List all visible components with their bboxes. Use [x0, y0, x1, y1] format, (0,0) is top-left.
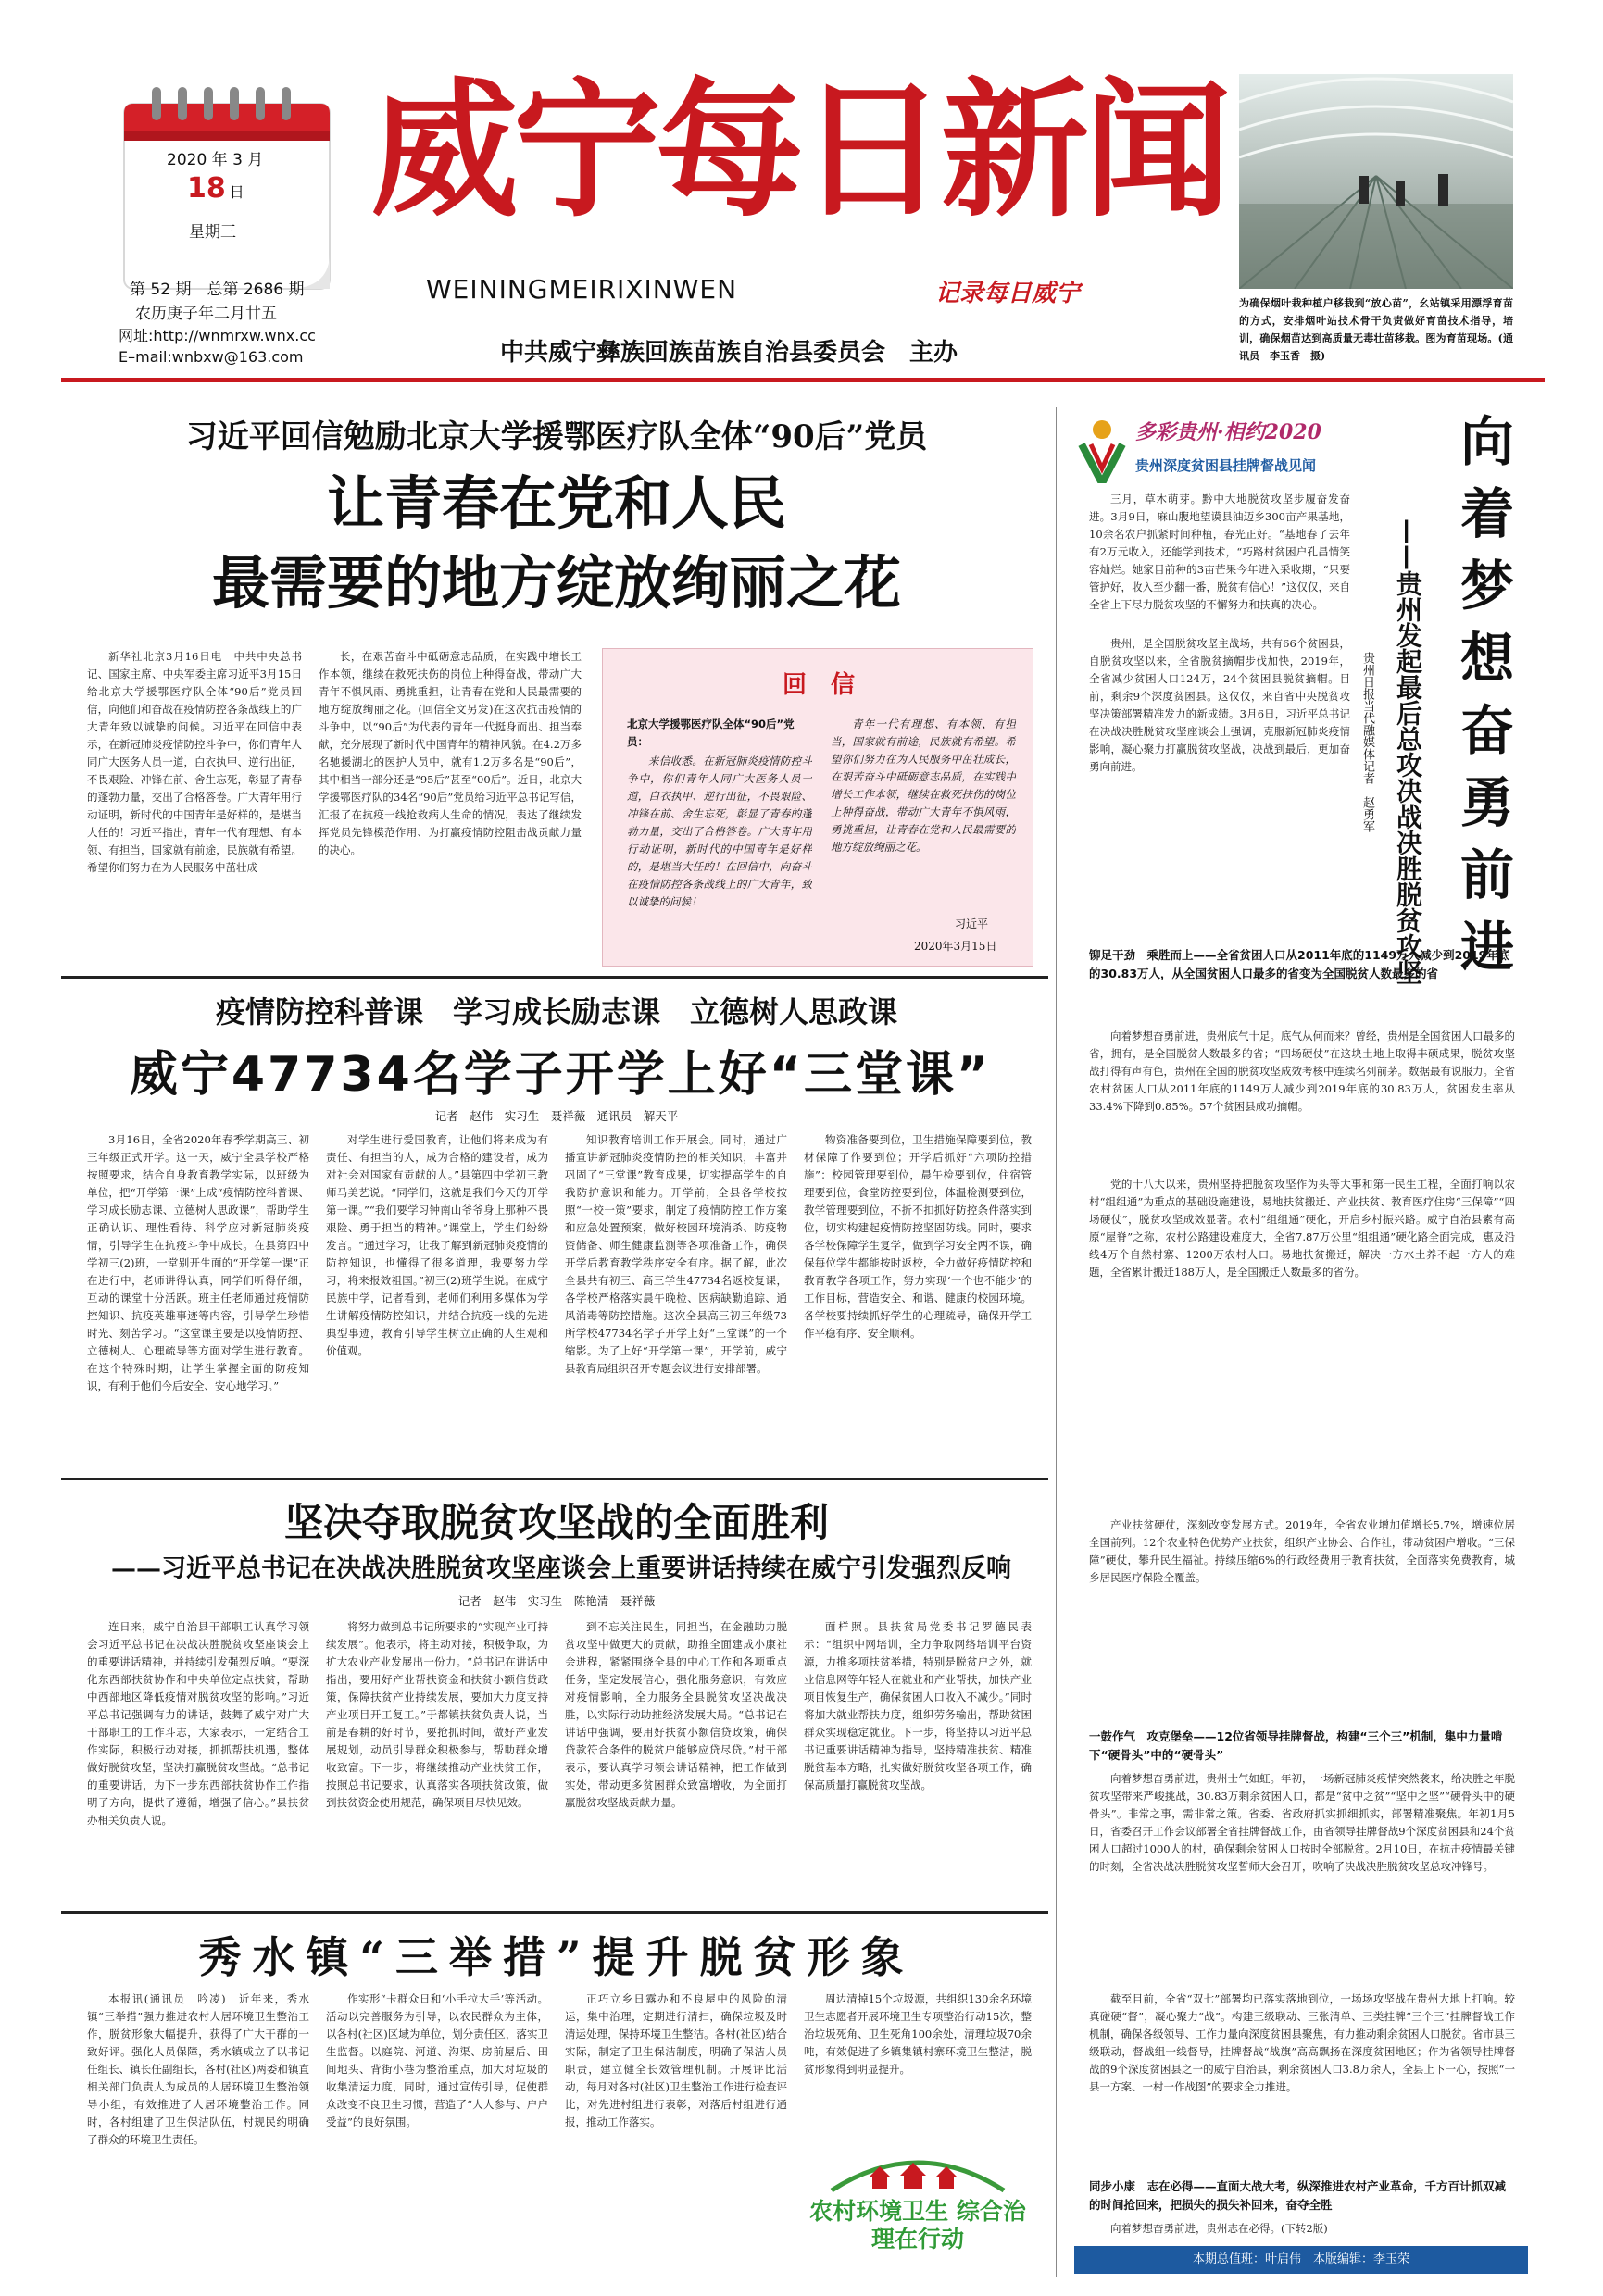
sponsor: 中共威宁彝族回族苗族自治县委员会 主办 — [500, 339, 958, 367]
right-para-7-text: 截至目前，全省“双七”部署均已落实落地到位，一场场攻坚战在贵州大地上打响。较真碰硬“督”，凝心聚力“战”。构建三级联动、三张清单、三类挂牌“三个三”挂牌督战工作机制，确保各级领导、工作力量向深度贫困县聚焦，有力推动剩余贫困人口脱贫。省市县三级联动，督战组一线督导，挂牌督战“战旗”高高飘扬在深度贫困地区；作为省领导挂牌督战的9个深度贫困县之一的威宁自治县，剩余贫困人口3.8万余人，全县上下一心，按照“一县一方案、一村一作战图”的要求全力推进。 — [1089, 1992, 1515, 2093]
story3-column-3 — [565, 1618, 787, 1903]
date-year-month: 2020 年 3 月 — [167, 151, 264, 169]
right-para-3 — [1089, 1028, 1515, 1172]
right-para-8 — [1089, 2220, 1515, 2240]
village-logo-icon — [804, 2144, 1032, 2196]
letter-salutation: 北京大学援鄂医疗队全体“90后”党员： — [627, 718, 795, 748]
right-para-7 — [1089, 1990, 1515, 2172]
newspaper-pinyin: WEININGMEIRIXINWEN — [426, 274, 738, 305]
story3-subhead: ——习近平总书记在决战决胜脱贫攻坚座谈会上重要讲话持续在威宁引发强烈反响 — [111, 1554, 1011, 1583]
story1-headline-line2: 最需要的地方绽放绚丽之花 — [211, 549, 901, 617]
letter-column-1: 来信收悉。在新冠肺炎疫情防控斗争中，你们青年人同广大医务人员一道，白衣执甲、逆行出征，不畏艰险、冲锋在前、舍生忘死，彰显了青春的蓬勃力量，交出了合格答卷。广大青年用行动证明，新时代的中国青年是好样的，是堪当大任的！在回信中，向奋斗在疫情防控各条战线上的广大青年，致以诚挚的问候！ — [627, 755, 812, 908]
big-headline — [1441, 413, 1524, 991]
story2-kicker: 疫情防控科普课 学习成长励志课 立德树人思政课 — [215, 994, 897, 1029]
series-logo — [1074, 415, 1352, 487]
story1-column-1-text: 新华社北京3月16日电 中共中央总书记、国家主席、中央军委主席习近平3月15日给北京大学援鄂医疗队全体“90后”党员回信，向他们和奋战在疫情防控各条战线上的广大青年致以诚挚的问候。习近平在回信中表示，在新冠肺炎疫情防控斗争中，你们青年人同广大医务人员一道，白衣执甲、逆行出征，不畏艰险、冲锋在前、舍生忘死，彰显了青春的蓬勃力量，交出了合格答卷。广大青年用行动证明，新时代的中国青年是好样的，是堪当大任的！习近平指出，青年一代有理想、有本领、有担当，国家就有前途，民族就有希望。希望你们努力在为人民服务中茁壮成 — [87, 650, 302, 874]
guizhou-logo-icon — [1074, 417, 1130, 483]
section-lead-3: 同步小康 志在必得——直面大战大考，纵深推进农村产业革命，千方百计抓双减的时间抢回来，把损失的损失补回来，奋夺全胜 — [1089, 2179, 1507, 2212]
story4-headline: 秀水镇“三举措”提升脱贫形象 — [198, 1932, 915, 1982]
slogan: 记录每日威宁 — [935, 280, 1081, 307]
right-para-4-text: 党的十八大以来，贵州坚持把脱贫攻坚作为头等大事和第一民生工程，全面打响以农村“组组通”为重点的基础设施建设，易地扶贫搬迁、产业扶贫、教育医疗住房“三保障”“四场硬仗”，脱贫攻坚成效显著。农村“组组通”硬化，开启乡村振兴路。威宁自治县素有高原“屋脊”之称，农村公路建设难度大，全省7.87万公里“组组通”硬化路全面完成，惠及沿线4万个自然村寨、1200万农村人口。易地扶贫搬迁，解决一方水土养不起一方人的难题，全省累计搬迁188万人，是全国搬迁人数最多的省份。 — [1089, 1178, 1515, 1279]
story3-byline: 记者 赵伟 实习生 陈艳清 聂祥薇 — [457, 1594, 656, 1608]
newspaper-title: 威宁每日新闻 — [370, 63, 1227, 237]
right-para-1-text: 三月，草木萌芽。黔中大地脱贫攻坚步履奋发奋进。3月9日，麻山腹地望谟县油迈乡300亩产果基地，10余名农户抓紧时间种植，春光正好。“基地春了去年有2万元收入，还能学到技术，“巧路村贫困户孔昌情笑容灿烂。她家目前种的3亩芒果今年进入采收期，“只要管护好，收入至少翻一番，脱贫有信心！”这仅仅，来自全省上下尽力脱贫攻坚的不懈努力和扶真的决心。 — [1089, 493, 1350, 611]
story2-rule — [61, 1478, 1048, 1480]
right-para-1 — [1089, 491, 1350, 631]
right-para-4 — [1089, 1176, 1515, 1513]
story2-headline: 威宁47734名学子开学上好“三堂课” — [129, 1047, 992, 1103]
right-para-5-text: 产业扶贫硬仗，深刻改变发展方式。2019年，全省农业增加值增长5.7%，增速位居全国前列。12个农业特色优势产业扶贫，组织产业协会、合作社，带动贫困户增收。“三保障”硬仗，攀升民生福祉。持续压缩6%的行政经费用于教育扶贫，全面落实免费教育，城乡居民医疗保险全覆盖。 — [1089, 1518, 1515, 1584]
right-byline-text: 贵州日报当代融媒体记者 赵勇军 — [1360, 652, 1374, 832]
story4-column-3 — [565, 1990, 787, 2255]
big-headline-text: 向着梦想奋勇前进 — [1451, 413, 1514, 991]
email: E–mail:wnbxw@163.com — [119, 348, 304, 366]
story2-column-2-text: 对学生进行爱国教育，让他们将来成为有责任、有担当的人，成为合格的建设者，成为对社会对国家有贡献的人。”县第四中学初三教师马美艺说。“同学们，这就是我们今天的开学第一课。”“我们要学习钟南山爷爷身上那种不畏艰险、勇于担当的精神。”课堂上，学生们纷纷发言。“通过学习，让我了解到新冠肺炎疫情的防控知识，也懂得了很多道理，我要努力学习，将来报效祖国。”初三(2)班学生说。在威宁民族中学，记者看到，老师们利用多媒体为学生讲解疫情防控知识，并结合抗疫一线的先进典型事迹，教育引导学生树立正确的人生观和价值观。 — [326, 1133, 548, 1357]
banner-text: 农村环境卫生 综合治理在行动 — [809, 2198, 1026, 2252]
story1-rule — [61, 976, 1048, 979]
story2-column-1-text: 3月16日，全省2020年春季学期高三、初三年级正式开学。这一天，威宁全县学校严格按照要求，结合自身教育教学实际，以班级为单位，把“开学第一课”上成“疫情防控科普课、学习成长励志课、立德树人思政课”，帮助学生正确认识、理性看待、科学应对新冠肺炎疫情，引导学生在抗疫斗争中成长。在县第四中学初三(2)班，一堂别开生面的“开学第一课”正在进行中，老师讲得认真，同学们听得仔细，互动的课堂十分活跃。班主任老师通过疫情防控知识、抗疫英雄事迹等内容，引导学生珍惜时光、刻苦学习。“这堂课主要是以疫情防控、立德树人、心理疏导等方面对学生进行教育。在这个特殊时期，让学生掌握全面的防疫知识，有利于他们今后安全、安心地学习。” — [87, 1133, 309, 1392]
footer-editor-bar — [1074, 2246, 1528, 2274]
date-weekday: 星期三 — [189, 223, 236, 242]
right-para-6 — [1089, 1770, 1515, 1987]
section-lead-2: 一鼓作气 攻克堡垒——12位省领导挂牌督战，构建“三个三”机制，集中力量啃下“硬骨头”中的“硬骨头” — [1089, 1729, 1503, 1762]
story1-column-2 — [319, 648, 582, 959]
story3-column-4-text: 面样照。县扶贫局党委书记罗德民表示：“组织中网培训，全力争取网络培训平台资源，力推多项扶贫举措，特别是脱贫户之外，就业信息网等年轻人在就业和产业帮扶，加快产业项目恢复生产，确保贫困人口收入不减少。”同时将加大就业帮扶力度，组织劳务输出，帮助贫困群众实现稳定就业。下一步，将坚持以习近平总书记重要讲话精神为指导，坚持精准扶贫、精准脱贫基本方略，扎实做好脱贫攻坚各项工作，确保高质量打赢脱贫攻坚战。 — [804, 1620, 1032, 1791]
right-para-8-text: 向着梦想奋勇前进，贵州志在必得。(下转2版) — [1110, 2222, 1328, 2235]
story1-headline-line1: 让青春在党和人民 — [326, 469, 786, 537]
story4-column-3-text: 正巧立乡日露办和不良屋中的风险的清运，集中治理，定期进行清扫，确保垃圾及时清运处理，保持环境卫生整洁。各村(社区)结合实际，制定了卫生保洁制度，明确了保洁人员职责，建立健全长效管理机制。开展评比活动，每月对各村(社区)卫生整治工作进行检查评比，对先进村组进行表彰，对落后村组进行通报，推动工作落实。 — [565, 1992, 787, 2128]
story4-column-2 — [326, 1990, 548, 2255]
issue-number: 第 52 期 总第 2686 期 — [130, 281, 305, 299]
story2-column-4-text: 物资准备要到位，卫生措施保障要到位，教材保障了作要到位；开学后抓好“六项防控措施”：校园管理要到位，晨午检要到位，住宿管理要到位，食堂防控要到位，体温检测要到位，教学管理要到位，不折不扣抓好防控条件落实到位，切实构建起疫情防控坚固防线。同时，要求各学校保障学生复学，做到学习安全两不误，确保每位学生都能按时返校，全力做好疫情防控和教育教学各项工作，努力实现‘一个也不能少’的工作目标，营造安全、和谐、健康的校园环境。各学校要持续抓好学生的心理疏导，确保开学工作平稳有序、安全顺利。 — [804, 1133, 1032, 1340]
right-byline — [1356, 652, 1384, 832]
right-para-5 — [1089, 1516, 1515, 1722]
story3-rule — [61, 1911, 1048, 1914]
footer-editor: 本期总值班：叶启伟 本版编辑：李玉荣 — [1192, 2252, 1409, 2266]
right-subhead-text: ——贵州发起最后总攻决战决胜脱贫攻坚 — [1393, 518, 1423, 985]
lunar-date: 农历庚子年二月廿五 — [135, 305, 277, 323]
story3-column-4 — [804, 1618, 1032, 1903]
right-para-2 — [1089, 635, 1350, 944]
series-subtitle: 贵州深度贫困县挂牌督战见闻 — [1135, 457, 1317, 474]
story4-column-1 — [87, 1990, 309, 2255]
story4-column-4-text: 周边清掉15个垃圾源，共组织130余名环境卫生志愿者开展环境卫生专项整治行动15次，整治垃圾死角、卫生死角100余处，清理垃圾70余吨，有效促进了乡镇集镇村寨环境卫生整洁，脱贫形象得到明显提升。 — [804, 1992, 1032, 2076]
story4-column-4 — [804, 1990, 1032, 2135]
story3-column-2 — [326, 1618, 548, 1903]
letter-signature: 习近平 — [955, 917, 989, 930]
story4-column-1-text: 本报讯(通讯员 吟凌) 近年来，秀水镇“三举措”强力推进农村人居环境卫生整治工作，脱贫形象大幅提升，获得了广大干群的一致好评。强化人员保障，秀水镇成立了以书记任组长、镇长任副组长，各村(社区)两委和镇直相关部门负责人为成员的人居环境卫生整治领导小组，有效推进了人居环境整治工作。同时，各村组建了卫生保洁队伍，村规民约明确了群众的环境卫生责任。 — [87, 1992, 309, 2146]
story2-column-1 — [87, 1131, 309, 1468]
right-para-6-text: 向着梦想奋勇前进，贵州士气如虹。年初，一场新冠肺炎疫情突然袭来，给决胜之年脱贫攻坚带来严峻挑战，30.83万剩余贫困人口，都是“贫中之贫”“坚中之坚”“硬骨头中的硬骨头”。非常之事，需非常之策。省委、省政府抓实抓细抓实，部署精准聚焦。年初1月5日，省委召开工作会议部署全省挂牌督战工作，由省领导挂牌督战9个深度贫困县和24个贫困人口超过1000人的村，确保剩余贫困人口按时全部脱贫。2月10日，在抗击疫情最关键的时刻，全省决战决胜脱贫攻坚誓师大会召开，吹响了决战决胜脱贫攻坚总攻冲锋号。 — [1089, 1772, 1515, 1873]
story1-column-1 — [87, 648, 302, 959]
letter-date: 2020年3月15日 — [914, 940, 997, 953]
right-column-divider — [1056, 407, 1057, 2277]
website: 网址:http://wnmrxw.wnx.cc — [119, 327, 316, 344]
date-day — [187, 172, 244, 205]
masthead-rule — [61, 378, 1545, 382]
story2-column-4 — [804, 1131, 1032, 1468]
story1-kicker: 习近平回信勉励北京大学援鄂医疗队全体“90后”党员 — [185, 418, 928, 455]
letter-column-2: 青年一代有理想、有本领、有担当，国家就有前途，民族就有希望。希望你们努力在为人民服务中茁壮成长，在艰苦奋斗中砥砺意志品质，在实践中增长工作本领，继续在救死扶伤的岗位上种得奋战，带动广大青年不惧风雨，勇挑重担，让青春在党和人民最需要的地方绽放绚丽之花。 — [831, 718, 1016, 854]
story3-headline: 坚决夺取脱贫攻坚战的全面胜利 — [283, 1500, 829, 1545]
story3-column-1 — [87, 1618, 309, 1903]
photo-caption: 为确保烟叶栽种植户移栽到“放心苗”，幺站镇采用漂浮育苗的方式，安排烟叶站技术骨干负责做好育苗技术指导，培训，确保烟苗达到高质量无毒壮苗移栽。图为育苗现场。(通讯员 李玉香 摄) — [1239, 297, 1513, 362]
story3-column-3-text: 到不忘关注民生，同担当，在金融助力脱贫攻坚中做更大的贡献，助推全面建成小康社会进程，紧紧围绕全县的中心工作和各项重点任务，坚定发展信心，强化服务意识，有效应对疫情影响，全力服务全县脱贫攻坚决战决胜，以实际行动助推经济发展大局。“总书记在讲话中强调，要用好扶贫小额信贷政策，确保贷款符合条件的脱贫户能够应贷尽贷。”村干部表示，要认真学习领会讲话精神，把工作做到实处，带动更多贫困群众致富增收，为全面打赢脱贫攻坚战贡献力量。 — [565, 1620, 787, 1809]
section-lead-1: 铆足干劲 乘胜而上——全省贫困人口从2011年底的1149万人减少到2019年底的30.83万人，从全国贫困人口最多的省变为全国脱贫人数最多的省 — [1089, 948, 1510, 980]
letter-box — [602, 648, 1033, 967]
story3-column-1-text: 连日来，威宁自治县干部职工认真学习领会习近平总书记在决战决胜脱贫攻坚座谈会上的重要讲话精神，并持续引发强烈反响。“要深化东西部扶贫协作和中央单位定点扶贫，帮助中西部地区降低疫情对脱贫攻坚的影响。”习近平总书记强调有力的讲话，鼓舞了威宁对广大干部职工的工作斗志，大家表示，一定结合工作实际，积极行动对接，抓抓帮扶机遇，整体做好脱贫攻坚，坚决打赢脱贫攻坚战。“总书记的重要讲话，为下一步东西部扶贫协作工作指明了方向，提供了遵循，增强了信心。”县扶贫办相关负责人说。 — [87, 1620, 309, 1827]
story2-column-2 — [326, 1131, 548, 1468]
masthead-photo — [1239, 74, 1513, 289]
right-para-2-text: 贵州，是全国脱贫攻坚主战场，共有66个贫困县，自脱贫攻坚以来，全省脱贫摘帽步伐加快，2019年，全省减少贫困人口124万，24个贫困县脱贫摘帽。目前，剩余9个深度贫困县。这仅仅，来自省中央脱贫攻坚决策部署精准发力的新成绩。3月6日，习近平总书记在决战决胜脱贫攻坚座谈会上强调，克服新冠肺炎疫情影响，凝心聚力打赢脱贫攻坚战，决战到最后，更加奋勇向前进。 — [1089, 637, 1350, 773]
date-day-suffix: 日 — [229, 183, 244, 201]
letter-title: 回 信 — [782, 671, 855, 699]
story2-column-3-text: 知识教育培训工作开展会。同时，通过广播宣讲新冠肺炎疫情防控的相关知识，丰富并巩固了“三堂课”教育成果，切实提高学生的自我防护意识和能力。开学前，全县各学校按照“一校一策”要求，制定了疫情防控工作方案和应急处置预案，做好校园环境消杀、防疫物资储备、师生健康监测等各项准备工作，确保开学后教育教学秩序安全有序。据了解，此次全县共有初三、高三学生47734名返校复课，各学校严格落实晨午晚检、因病缺勤追踪、通风消毒等防控措施。这次全县高三初三年级73所学校47734名学子开学上好“三堂课”的一个缩影。为了上好“开学第一课”，开学前，威宁县教育局组织召开专题会议进行安排部署。 — [565, 1133, 787, 1375]
right-para-3-text: 向着梦想奋勇前进，贵州底气十足。底气从何而来？曾经，贵州是全国贫困人口最多的省，拥有，是全国脱贫人数最多的省；“四场硬仗”在这块土地上取得丰硕成果，脱贫攻坚战打得有声有色，贵州在全国的脱贫攻坚成效考核中连续名列前茅。数据最有说服力。全省农村贫困人口从2011年底的1149万人减少到2019年底的30.83万人，贫困发生率从33.4%下降到0.85%。57个贫困县成功摘帽。 — [1089, 1029, 1515, 1113]
series-title: 多彩贵州·相约2020 — [1135, 420, 1321, 444]
environment-banner — [804, 2144, 1032, 2255]
right-subhead — [1389, 518, 1432, 985]
story1-column-2-text: 长，在艰苦奋斗中砥砺意志品质，在实践中增长工作本领，继续在救死扶伤的岗位上种得奋战，带动广大青年不惧风雨、勇挑重担，让青春在党和人民最需要的地方绽放绚丽之花。(回信全文另发)在这次抗击疫情的斗争中，以“90后”为代表的青年一代挺身而出、担当奉献，充分展现了新时代中国青年的精神风貌。在4.2万多名驰援湖北的医护人员中，就有1.2万多名是“90后”，其中相当一部分还是“95后”甚至“00后”。近日，北京大学援鄂医疗队的34名“90后”党员给习近平总书记写信，汇报了在抗疫一线抢救病人生命的情况，表达了继续发挥党员先锋模范作用、为打赢疫情防控阻击战贡献力量的决心。 — [319, 650, 582, 856]
story2-byline: 记者 赵伟 实习生 聂祥薇 通讯员 解天平 — [434, 1109, 679, 1123]
date-day-number: 18 — [187, 172, 226, 205]
story2-column-3 — [565, 1131, 787, 1468]
story3-column-2-text: 将努力做到总书记所要求的“实现产业可持续发展”。他表示，将主动对接，积极争取，为扩大农业产业发展出一份力。“总书记在讲话中指出，要用好产业帮扶资金和扶贫小额信贷政策，保障扶贫产业持续发展，要加大力度支持产业项目开工复工。”于都镇扶贫负责人说，当前是春耕的好时节，要抢抓时间，做好产业发展规划，动员引导群众积极参与，帮助群众增收致富。下一步，将继续推动产业扶贫工作，按照总书记要求，认真落实各项扶贫政策，做到扶贫资金使用规范，确保项目尽快见效。 — [326, 1620, 548, 1809]
story4-column-2-text: 作实形“卡群众日和‘小手拉大手’等活动。活动以完善服务为引导，以农民群众为主体，以各村(社区)区域为单位，划分责任区，落实卫生监督。以庭院、河道、沟渠、房前屋后、田间地头、背街小巷为整治重点，加大对垃圾的收集清运力度，同时，通过宣传引导，促使群众改变不良卫生习惯，营造了“人人参与、户户受益”的良好氛围。 — [326, 1992, 548, 2128]
